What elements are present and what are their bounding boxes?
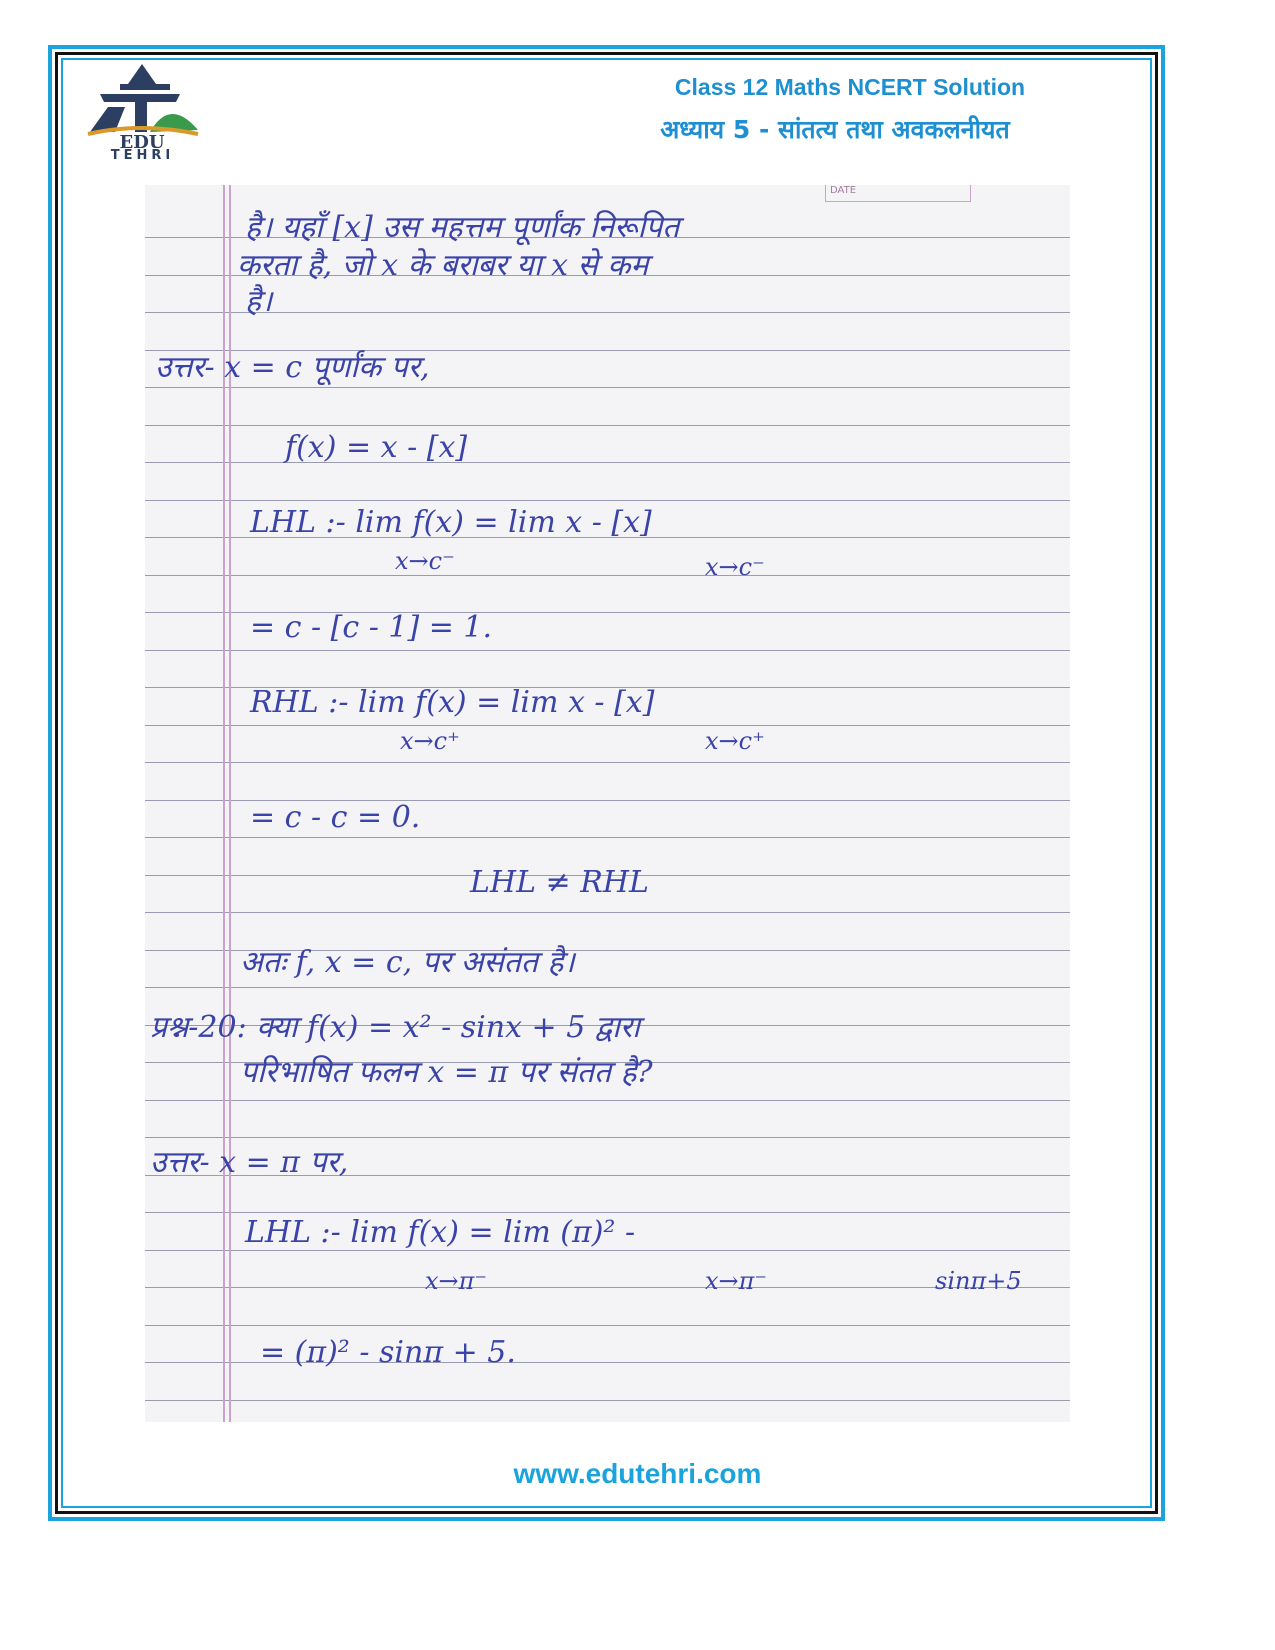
hw-line: करता है, जो x के बराबर या x से कम xyxy=(237,248,649,283)
hw-subscript: x→c⁺ xyxy=(705,727,765,755)
header-title: Class 12 Maths NCERT Solution xyxy=(674,74,1026,100)
ruled-line xyxy=(145,312,1070,313)
ruled-line xyxy=(145,1400,1070,1401)
website-url[interactable]: www.edutehri.com xyxy=(513,1458,762,1489)
ruled-line xyxy=(145,1325,1070,1326)
hw-line: = c - [c - 1] = 1. xyxy=(250,610,493,645)
hw-line: RHL :- lim f(x) = lim x - [x] xyxy=(250,685,655,720)
hw-line: LHL :- lim f(x) = lim x - [x] xyxy=(250,505,652,540)
hw-line: उत्तर- x = c पूर्णांक पर, xyxy=(155,350,430,385)
hw-line: LHL :- lim f(x) = lim (π)² - xyxy=(245,1215,636,1250)
logo-subtext: TEHRI xyxy=(110,148,175,163)
hw-line: = c - c = 0. xyxy=(250,800,421,835)
ruled-line xyxy=(145,650,1070,651)
ruled-line xyxy=(145,1137,1070,1138)
hw-line: f(x) = x - [x] xyxy=(285,430,468,465)
ruled-line xyxy=(145,912,1070,913)
edutehri-logo xyxy=(80,62,205,172)
chapter-title: अध्याय 5 - सांतत्य तथा अवकलनीयत xyxy=(660,115,1010,144)
ruled-line xyxy=(145,1287,1070,1288)
hw-line: अतः f, x = c, पर असंतत है। xyxy=(240,945,575,980)
ruled-line xyxy=(145,1100,1070,1101)
hw-line: है। xyxy=(245,284,273,319)
ruled-line xyxy=(145,725,1070,726)
hw-line: = (π)² - sinπ + 5. xyxy=(260,1335,516,1370)
hw-line: परिभाषित फलन x = π पर संतत है? xyxy=(240,1055,653,1090)
hw-line: प्रश्न-20: क्या f(x) = x² - sinx + 5 द्वारा xyxy=(150,1010,640,1045)
logo-text: EDU xyxy=(119,132,165,148)
hw-subscript: x→c⁻ xyxy=(705,553,765,581)
hw-subscript: x→c⁻ xyxy=(395,547,455,575)
ruled-line xyxy=(145,500,1070,501)
ruled-line xyxy=(145,837,1070,838)
hw-line: LHL ≠ RHL xyxy=(470,865,649,900)
hw-line: उत्तर- x = π पर, xyxy=(150,1145,349,1180)
ruled-line xyxy=(145,762,1070,763)
hw-line: है। यहाँ [x] उस महत्तम पूर्णांक निरूपित xyxy=(245,210,680,245)
ruled-line xyxy=(145,462,1070,463)
ruled-line xyxy=(145,575,1070,576)
date-box: DATE xyxy=(825,185,971,202)
ruled-line xyxy=(145,425,1070,426)
ruled-line xyxy=(145,987,1070,988)
notebook-scan xyxy=(145,185,1070,1422)
hw-subscript: sinπ+5 xyxy=(935,1267,1022,1295)
hw-subscript: x→c⁺ xyxy=(400,727,460,755)
ruled-line xyxy=(145,1212,1070,1213)
ruled-line xyxy=(145,387,1070,388)
hw-subscript: x→π⁻ xyxy=(425,1267,488,1295)
hw-subscript: x→π⁻ xyxy=(705,1267,768,1295)
